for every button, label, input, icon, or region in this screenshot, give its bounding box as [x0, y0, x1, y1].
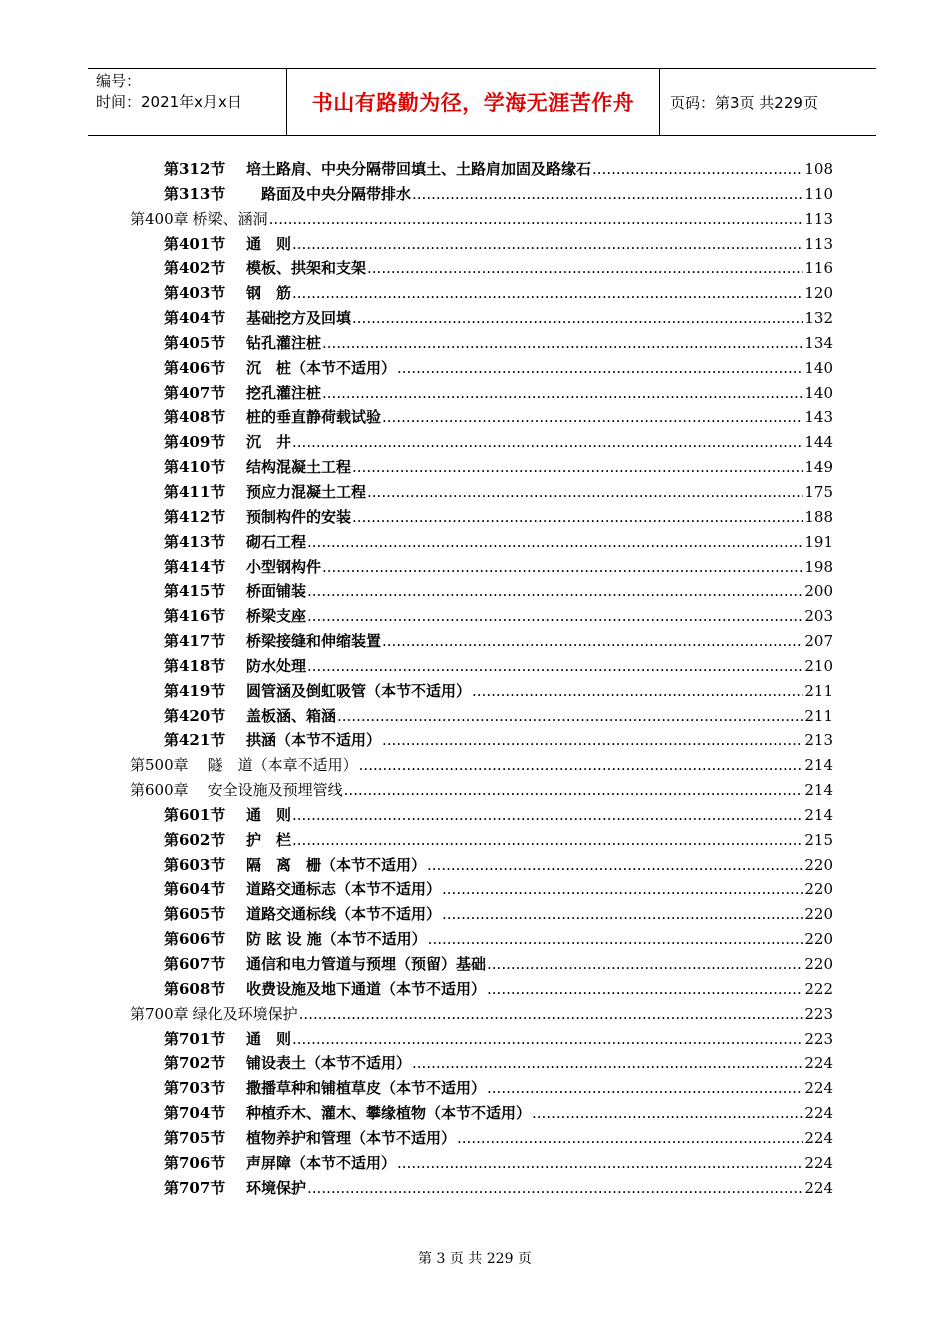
toc-entry-page: 224	[804, 1054, 833, 1073]
toc-entry-number: 第603节	[164, 855, 226, 874]
header-info	[88, 69, 287, 135]
toc-entry-title: 砌石工程	[246, 532, 307, 551]
toc-section-entry[interactable]	[130, 1102, 833, 1127]
toc-dot-leader	[352, 458, 803, 476]
toc-entry-title: 隔 离 栅（本节不适用）	[246, 855, 427, 874]
toc-section-entry[interactable]	[130, 307, 833, 332]
toc-entry-number: 第404节	[164, 309, 226, 328]
date-label: 时间：2021年x月x日	[96, 93, 242, 111]
toc-dot-leader	[292, 831, 803, 849]
toc-entry-page: 108	[804, 160, 833, 178]
toc-dot-leader	[412, 1054, 803, 1072]
toc-entry-number: 第706节	[164, 1153, 226, 1172]
toc-entry-title: 桥梁支座	[246, 607, 307, 626]
toc-entry-number: 第702节	[164, 1054, 226, 1073]
toc-entry-number: 第403节	[164, 284, 226, 303]
toc-entry-number: 第414节	[164, 557, 226, 576]
toc-entry-title: 沉 井	[246, 433, 292, 452]
toc-entry-number: 第607节	[164, 955, 226, 973]
toc-entry-number: 第700章	[130, 1004, 189, 1023]
toc-entry-title: 模板、拱架和支架	[246, 259, 367, 278]
toc-entry-title: 通 则	[246, 805, 292, 824]
toc-entry-page: 220	[804, 955, 833, 973]
toc-section-entry[interactable]	[130, 854, 833, 879]
toc-entry-page: 140	[804, 358, 833, 377]
toc-entry-number: 第408节	[164, 408, 226, 427]
toc-dot-leader	[292, 1030, 803, 1048]
toc-entry-page: 132	[804, 309, 833, 328]
toc-section-entry[interactable]	[130, 928, 833, 953]
toc-section-entry[interactable]	[130, 556, 833, 581]
toc-entry-page: 224	[804, 1128, 833, 1147]
toc-section-entry[interactable]	[130, 158, 833, 183]
toc-entry-page: 214	[804, 781, 833, 800]
toc-section-entry[interactable]	[130, 406, 833, 431]
toc-dot-leader	[292, 806, 803, 824]
toc-chapter-entry[interactable]	[130, 208, 833, 233]
toc-entry-title: 撒播草种和铺植草皮（本节不适用）	[246, 1079, 487, 1098]
toc-entry-page: 220	[804, 905, 833, 924]
toc-entry-page: 215	[804, 830, 833, 849]
toc-entry-title: 钻孔灌注桩	[246, 333, 322, 352]
toc-entry-title: 预制构件的安装	[246, 507, 352, 526]
toc-entry-page: 214	[804, 805, 833, 824]
toc-dot-leader	[307, 533, 803, 551]
toc-section-entry[interactable]	[130, 481, 833, 506]
toc-entry-number: 第600章	[130, 781, 189, 800]
toc-entry-title: 环境保护	[246, 1178, 307, 1197]
toc-entry-page: 116	[804, 259, 833, 278]
toc-entry-number: 第407节	[164, 383, 226, 402]
toc-entry-number: 第418节	[164, 656, 226, 675]
toc-entry-number: 第410节	[164, 458, 226, 477]
number-label: 编号：	[96, 72, 142, 90]
header-page-label: 页码：第3页 共229页	[670, 93, 818, 112]
toc-section-entry[interactable]	[130, 680, 833, 705]
toc-entry-page: 222	[804, 979, 833, 998]
toc-entry-page: 224	[804, 1079, 833, 1098]
toc-dot-leader	[269, 210, 804, 228]
toc-dot-leader	[367, 259, 803, 277]
toc-entry-page: 220	[804, 855, 833, 874]
toc-entry-number: 第416节	[164, 607, 226, 626]
toc-dot-leader	[487, 980, 803, 998]
toc-dot-leader	[382, 731, 803, 749]
toc-entry-title: 盖板涵、箱涵	[246, 706, 337, 725]
toc-dot-leader	[299, 1005, 804, 1023]
toc-entry-title: 小型钢构件	[246, 557, 322, 576]
toc-section-entry[interactable]	[130, 183, 833, 208]
toc-entry-title: 道路交通标线（本节不适用）	[246, 905, 442, 924]
toc-entry-title: 钢 筋	[246, 284, 292, 303]
toc-dot-leader	[397, 359, 803, 377]
toc-dot-leader	[307, 657, 803, 675]
toc-entry-number: 第608节	[164, 979, 226, 998]
toc-entry-number: 第312节	[164, 160, 226, 178]
toc-dot-leader	[382, 408, 803, 426]
toc-dot-leader	[322, 334, 803, 352]
toc-dot-leader	[352, 309, 803, 327]
toc-dot-leader	[428, 930, 804, 948]
toc-entry-number: 第417节	[164, 632, 226, 651]
toc-section-entry[interactable]	[130, 1127, 833, 1152]
toc-section-entry[interactable]	[130, 729, 833, 754]
toc-section-entry[interactable]	[130, 233, 833, 258]
toc-entry-title: 桥面铺装	[246, 582, 307, 601]
toc-entry-number: 第412节	[164, 507, 226, 526]
toc-dot-leader	[412, 185, 803, 203]
toc-entry-page: 198	[804, 557, 833, 576]
toc-section-entry[interactable]	[130, 282, 833, 307]
toc-section-entry[interactable]	[130, 357, 833, 382]
toc-dot-leader	[292, 284, 803, 302]
toc-entry-page: 207	[804, 632, 833, 651]
toc-entry-number: 第405节	[164, 333, 226, 352]
table-of-contents	[130, 158, 833, 1201]
toc-section-entry[interactable]	[130, 257, 833, 282]
toc-entry-title: 挖孔灌注桩	[246, 383, 322, 402]
toc-entry-page: 224	[804, 1104, 833, 1123]
toc-chapter-entry[interactable]	[130, 754, 833, 779]
toc-dot-leader	[337, 707, 803, 725]
toc-entry-page: 191	[804, 532, 833, 551]
toc-entry-title: 种植乔木、灌木、攀缘植物（本节不适用）	[246, 1104, 532, 1123]
toc-entry-page: 188	[804, 507, 833, 526]
toc-entry-number: 第705节	[164, 1128, 226, 1147]
toc-section-entry[interactable]	[130, 1052, 833, 1077]
toc-entry-page: 223	[804, 1029, 833, 1048]
toc-entry-title: 培土路肩、中央分隔带回填土、土路肩加固及路缘石	[246, 160, 592, 178]
toc-section-entry[interactable]	[130, 1077, 833, 1102]
toc-entry-title: 防水处理	[246, 656, 307, 675]
toc-entry-title: 铺设表土（本节不适用）	[246, 1054, 412, 1073]
toc-entry-title: 声屏障（本节不适用）	[246, 1153, 397, 1172]
toc-entry-number: 第420节	[164, 706, 226, 725]
toc-entry-page: 211	[804, 706, 833, 725]
toc-entry-page: 200	[804, 582, 833, 601]
toc-entry-number: 第500章	[130, 756, 189, 775]
toc-entry-number: 第406节	[164, 358, 226, 377]
toc-entry-title: 绿化及环境保护	[192, 1004, 298, 1023]
toc-section-entry[interactable]	[130, 1152, 833, 1177]
toc-entry-title: 安全设施及预埋管线	[192, 781, 343, 800]
toc-entry-number: 第606节	[164, 930, 226, 949]
toc-section-entry[interactable]	[130, 580, 833, 605]
toc-section-entry[interactable]	[130, 506, 833, 531]
toc-dot-leader	[367, 483, 803, 501]
toc-dot-leader	[442, 905, 803, 923]
toc-entry-number: 第401节	[164, 234, 226, 253]
toc-entry-title: 通 则	[246, 1029, 292, 1048]
toc-entry-title: 拱涵（本节不适用）	[246, 731, 382, 750]
toc-dot-leader	[487, 1079, 803, 1097]
toc-entry-number: 第704节	[164, 1104, 226, 1123]
toc-section-entry[interactable]	[130, 705, 833, 730]
toc-dot-leader	[322, 384, 803, 402]
toc-entry-title: 路面及中央分隔带排水	[246, 184, 412, 203]
toc-dot-leader	[307, 582, 803, 600]
toc-entry-title: 预应力混凝土工程	[246, 482, 367, 501]
toc-section-entry[interactable]	[130, 605, 833, 630]
toc-section-entry[interactable]	[130, 456, 833, 481]
toc-entry-title: 收费设施及地下通道（本节不适用）	[246, 979, 487, 998]
toc-entry-title: 圆管涵及倒虹吸管（本节不适用）	[246, 681, 472, 700]
toc-entry-title: 结构混凝土工程	[246, 458, 352, 477]
toc-entry-number: 第313节	[164, 184, 226, 203]
toc-section-entry[interactable]	[130, 1028, 833, 1053]
toc-section-entry[interactable]	[130, 655, 833, 680]
toc-entry-page: 214	[804, 756, 833, 775]
toc-entry-number: 第413节	[164, 532, 226, 551]
header-motto-cell	[287, 69, 660, 135]
toc-section-entry[interactable]	[130, 332, 833, 357]
toc-entry-page: 224	[804, 1153, 833, 1172]
toc-section-entry[interactable]	[130, 903, 833, 928]
toc-section-entry[interactable]	[130, 953, 833, 978]
toc-entry-number: 第415节	[164, 582, 226, 601]
toc-entry-page: 143	[804, 408, 833, 427]
toc-entry-number: 第601节	[164, 805, 226, 824]
toc-entry-page: 110	[804, 184, 833, 203]
toc-entry-page: 144	[804, 433, 833, 452]
toc-entry-title: 沉 桩（本节不适用）	[246, 358, 397, 377]
toc-dot-leader	[292, 235, 803, 253]
toc-section-entry[interactable]	[130, 878, 833, 903]
toc-chapter-entry[interactable]	[130, 779, 833, 804]
toc-entry-page: 223	[804, 1004, 833, 1023]
toc-entry-title: 护 栏	[246, 830, 292, 849]
toc-section-entry[interactable]	[130, 829, 833, 854]
page-footer: 第 3 页 共 229 页	[418, 1251, 532, 1267]
toc-entry-title: 桥梁、涵洞	[192, 209, 268, 228]
toc-section-entry[interactable]	[130, 531, 833, 556]
toc-entry-number: 第707节	[164, 1178, 226, 1197]
toc-dot-leader	[397, 1154, 803, 1172]
toc-entry-title: 隧 道（本章不适用）	[192, 756, 358, 775]
toc-entry-page: 175	[804, 482, 833, 501]
toc-entry-page: 210	[804, 656, 833, 675]
toc-dot-leader	[292, 433, 803, 451]
toc-dot-leader	[457, 1129, 803, 1147]
toc-entry-page: 211	[804, 681, 833, 700]
toc-dot-leader	[592, 160, 803, 178]
toc-entry-page: 149	[804, 458, 833, 477]
toc-entry-title: 道路交通标志（本节不适用）	[246, 880, 442, 899]
toc-entry-number: 第400章	[130, 209, 189, 228]
toc-dot-leader	[322, 558, 803, 576]
toc-entry-page: 213	[804, 731, 833, 750]
toc-entry-page: 220	[804, 930, 833, 949]
toc-dot-leader	[352, 508, 803, 526]
toc-section-entry[interactable]	[130, 431, 833, 456]
toc-entry-number: 第402节	[164, 259, 226, 278]
toc-entry-number: 第411节	[164, 482, 226, 501]
toc-entry-page: 140	[804, 383, 833, 402]
toc-entry-title: 通信和电力管道与预埋（预留）基础	[246, 955, 487, 973]
header-page-cell	[660, 69, 876, 135]
toc-entry-number: 第605节	[164, 905, 226, 924]
toc-dot-leader	[472, 682, 803, 700]
toc-entry-page: 224	[804, 1178, 833, 1197]
toc-entry-page: 203	[804, 607, 833, 626]
toc-entry-page: 220	[804, 880, 833, 899]
toc-dot-leader	[487, 955, 803, 973]
toc-dot-leader	[344, 781, 804, 799]
toc-section-entry[interactable]	[130, 630, 833, 655]
toc-entry-title: 植物养护和管理（本节不适用）	[246, 1128, 457, 1147]
toc-section-entry[interactable]	[130, 1177, 833, 1202]
toc-entry-number: 第419节	[164, 681, 226, 700]
toc-entry-title: 防 眩 设 施（本节不适用）	[246, 930, 427, 949]
toc-entry-number: 第604节	[164, 880, 226, 899]
toc-dot-leader	[359, 756, 804, 774]
toc-entry-number: 第421节	[164, 731, 226, 750]
toc-entry-page: 113	[804, 234, 833, 253]
page-header	[88, 68, 876, 136]
toc-entry-title: 桥梁接缝和伸缩装置	[246, 632, 382, 651]
toc-dot-leader	[307, 1179, 803, 1197]
toc-entry-number: 第602节	[164, 830, 226, 849]
header-motto: 书山有路勤为径，学海无涯苦作舟	[311, 91, 635, 115]
toc-entry-number: 第701节	[164, 1029, 226, 1048]
toc-dot-leader	[307, 607, 803, 625]
toc-entry-page: 113	[804, 209, 833, 228]
toc-section-entry[interactable]	[130, 382, 833, 407]
toc-entry-page: 134	[804, 333, 833, 352]
toc-dot-leader	[382, 632, 803, 650]
toc-chapter-entry[interactable]	[130, 1003, 833, 1028]
toc-dot-leader	[442, 880, 803, 898]
toc-section-entry[interactable]	[130, 978, 833, 1003]
toc-entry-number: 第409节	[164, 433, 226, 452]
toc-section-entry[interactable]	[130, 804, 833, 829]
toc-entry-number: 第703节	[164, 1079, 226, 1098]
toc-entry-title: 通 则	[246, 234, 292, 253]
toc-entry-title: 基础挖方及回填	[246, 309, 352, 328]
toc-entry-title: 桩的垂直静荷载试验	[246, 408, 382, 427]
toc-dot-leader	[532, 1104, 803, 1122]
toc-dot-leader	[427, 856, 803, 874]
toc-entry-page: 120	[804, 284, 833, 303]
